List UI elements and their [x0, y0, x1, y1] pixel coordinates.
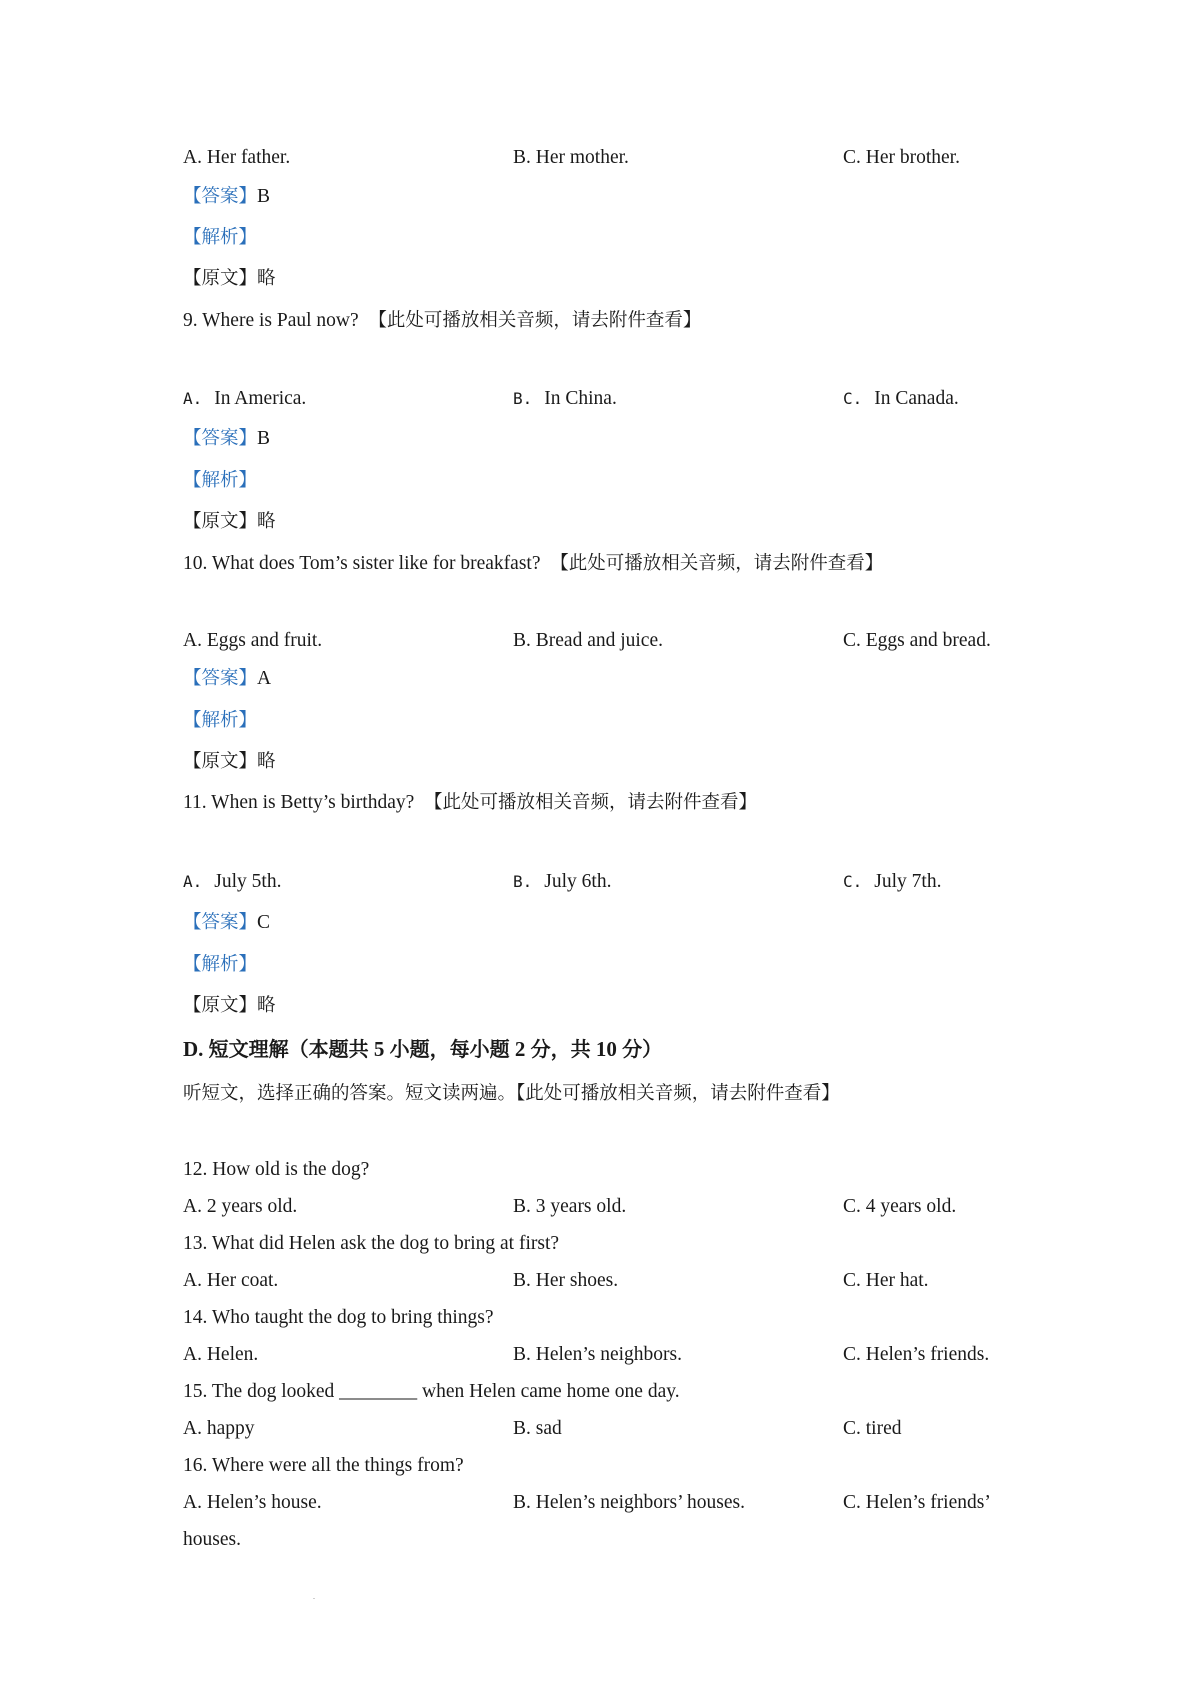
q15-option-c: C. tired	[843, 1418, 902, 1439]
q9-original: 略	[257, 511, 276, 532]
q13-option-c: C. Her hat.	[843, 1270, 929, 1291]
q10-answer-line	[183, 662, 1063, 696]
q14-option-b: B. Helen’s neighbors.	[513, 1344, 682, 1365]
q8-original: 略	[257, 268, 276, 289]
q9-analysis-line	[183, 464, 1063, 498]
q11-options	[183, 865, 1063, 899]
q9-original-line	[183, 505, 1063, 539]
q11-analysis-line	[183, 948, 1063, 982]
q11-option-c: C. July 7th.	[843, 871, 942, 892]
q11-stem: 11. When is Betty’s birthday?	[183, 792, 415, 813]
audio-link[interactable]: 【此处可播放相关音频，请去附件查看】	[368, 310, 702, 331]
q13-option-a: A. Her coat.	[183, 1270, 279, 1291]
q14-stem: 14. Who taught the dog to bring things?	[183, 1307, 494, 1328]
answer-tag: 【答案】	[183, 428, 258, 449]
q9-answer: B	[257, 428, 271, 449]
answer-tag: 【答案】	[183, 912, 258, 933]
analysis-tag: 【解析】	[183, 954, 258, 975]
q14-option-a: A. Helen.	[183, 1344, 259, 1365]
q10-original: 略	[257, 751, 276, 772]
q10-stem: 10. What does Tom’s sister like for breakfast?	[183, 553, 541, 574]
q14-options	[183, 1338, 1063, 1372]
original-tag: 【原文】	[183, 268, 258, 289]
q9-option-b: B. In China.	[513, 388, 617, 409]
q12-options	[183, 1190, 1063, 1224]
q9-options	[183, 382, 1063, 416]
original-tag: 【原文】	[183, 511, 258, 532]
q10-options	[183, 624, 1063, 658]
q16-option-c: C. Helen’s friends’	[843, 1492, 991, 1513]
q16-stem: 16. Where were all the things from?	[183, 1455, 464, 1476]
q13-option-b: B. Her shoes.	[513, 1270, 619, 1291]
audio-link[interactable]: 【此处可播放相关音频，请去附件查看】	[424, 792, 758, 813]
q15-option-b: B. sad	[513, 1418, 562, 1439]
analysis-tag: 【解析】	[183, 470, 258, 491]
q11-answer: C	[257, 912, 271, 933]
q8-answer: B	[257, 186, 271, 207]
q11-option-b: B. July 6th.	[513, 871, 612, 892]
q9-answer-line	[183, 422, 1063, 456]
q16-option-c-wrap: houses.	[183, 1529, 241, 1550]
q15-options	[183, 1412, 1063, 1446]
answer-tag: 【答案】	[183, 186, 258, 207]
q14-option-c: C. Helen’s friends.	[843, 1344, 990, 1365]
q10-original-line	[183, 745, 1063, 779]
q12-stem: 12. How old is the dog?	[183, 1159, 370, 1180]
q16-option-b: B. Helen’s neighbors’ houses.	[513, 1492, 745, 1513]
original-tag: 【原文】	[183, 751, 258, 772]
analysis-tag: 【解析】	[183, 227, 258, 248]
q8-analysis-line	[183, 221, 1063, 255]
q9-stem: 9. Where is Paul now?	[183, 310, 359, 331]
q13-options	[183, 1264, 1063, 1298]
q8-options	[183, 141, 1063, 175]
original-tag: 【原文】	[183, 995, 258, 1016]
q9-stem-line	[183, 304, 1063, 338]
q16-option-a: A. Helen’s house.	[183, 1492, 322, 1513]
section-d-instruction: 听短文，选择正确的答案。短文读两遍。【此处可播放相关音频，请去附件查看】	[183, 1083, 840, 1104]
q11-stem-line	[183, 786, 1063, 820]
q8-option-b: B. Her mother.	[513, 147, 629, 168]
q8-option-c: C. Her brother.	[843, 147, 960, 168]
q8-answer-line	[183, 180, 1063, 214]
q8-original-line	[183, 262, 1063, 296]
answer-tag: 【答案】	[183, 668, 258, 689]
q10-option-a: A. Eggs and fruit.	[183, 630, 323, 651]
q13-stem: 13. What did Helen ask the dog to bring at first?	[183, 1233, 560, 1254]
q10-answer: A	[257, 668, 272, 689]
q11-original: 略	[257, 995, 276, 1016]
q9-option-a: A. In America.	[183, 388, 307, 409]
q12-option-b: B. 3 years old.	[513, 1196, 627, 1217]
q11-option-a: A. July 5th.	[183, 871, 282, 892]
q8-option-a: A. Her father.	[183, 147, 291, 168]
q9-option-c: C. In Canada.	[843, 388, 959, 409]
section-d-heading: D. 短文理解（本题共 5 小题，每小题 2 分，共 10 分）	[183, 1037, 663, 1061]
q10-option-b: B. Bread and juice.	[513, 630, 663, 651]
q10-stem-line	[183, 547, 1063, 581]
q11-original-line	[183, 989, 1063, 1023]
audio-link[interactable]: 【此处可播放相关音频，请去附件查看】	[550, 553, 884, 574]
q12-option-c: C. 4 years old.	[843, 1196, 957, 1217]
q10-option-c: C. Eggs and bread.	[843, 630, 991, 651]
q10-analysis-line	[183, 704, 1063, 738]
analysis-tag: 【解析】	[183, 710, 258, 731]
q12-option-a: A. 2 years old.	[183, 1196, 298, 1217]
q11-answer-line	[183, 906, 1063, 940]
q16-options	[183, 1486, 1063, 1520]
q15-stem: 15. The dog looked ________ when Helen came home one day.	[183, 1381, 680, 1402]
q15-option-a: A. happy	[183, 1418, 255, 1439]
page-speck	[313, 1598, 315, 1599]
